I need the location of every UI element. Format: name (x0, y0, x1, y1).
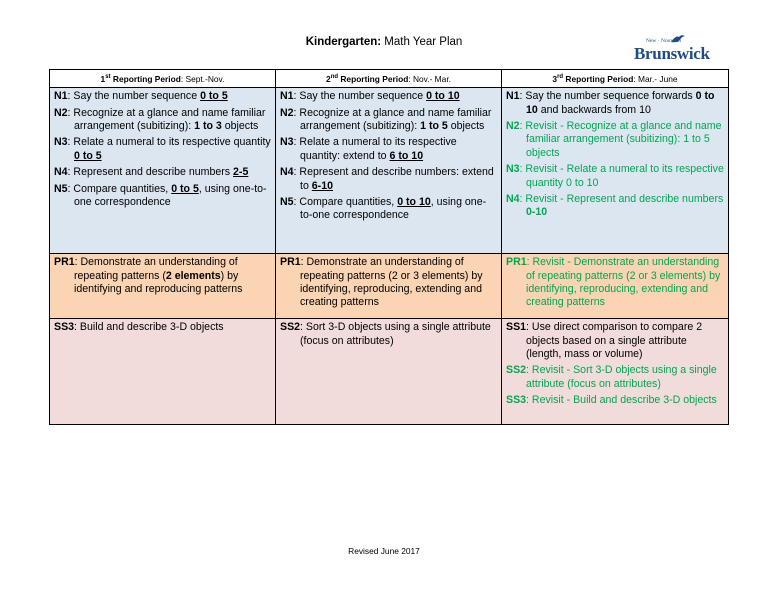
revisit-item: N3: Revisit - Relate a numeral to its respective quantity 0 to 10 (506, 163, 724, 189)
page-title-rest: Math Year Plan (381, 36, 463, 48)
outcome-item: N3: Relate a numeral to its respective quantity: extend to 6 to 10 (280, 136, 457, 162)
new-brunswick-logo (634, 38, 720, 64)
header-period-2: 2nd Reporting Period: Nov.- Mar. (276, 70, 502, 88)
outcome-item: N5: Compare quantities, 0 to 10, using one-to-one correspondence (280, 196, 487, 222)
outcome-item: PR1: Demonstrate an understanding of repeating patterns (2 elements) by identifying and reproducing patterns (54, 256, 243, 296)
outcome-item: N4: Represent and describe numbers 2-5 (54, 166, 249, 179)
number-cell-period-1 (50, 88, 276, 254)
shape-space-row (50, 319, 729, 425)
shape-space-cell-period-1 (50, 319, 276, 425)
number-cell-period-3 (502, 88, 729, 254)
shape-space-cell-period-3 (502, 319, 729, 425)
outcome-item: PR1: Demonstrate an understanding of repeating patterns (2 or 3 elements) by identifying, reproducing, extending and creating patterns (280, 256, 483, 309)
outcome-item: SS2: Sort 3-D objects using a single attribute (focus on attributes) (280, 321, 491, 347)
number-row (50, 88, 729, 254)
revisit-item: PR1: Revisit - Demonstrate an understanding of repeating patterns (2 or 3 elements) by identifying, reproducing, extending and creating patterns (506, 256, 721, 309)
outcome-item: N1: Say the number sequence 0 to 10 (280, 90, 460, 103)
outcome-item: N1: Say the number sequence 0 to 5 (54, 90, 228, 103)
revisit-item: SS3: Revisit - Build and describe 3-D objects (506, 394, 717, 407)
revisit-item: N4: Revisit - Represent and describe numbers 0-10 (506, 193, 724, 219)
shape-space-cell-period-2 (276, 319, 502, 425)
outcome-item: N3: Relate a numeral to its respective quantity 0 to 5 (54, 136, 271, 162)
math-year-plan-table (49, 69, 729, 425)
revisit-item: N2: Revisit - Recognize at a glance and name familiar arrangement (subitizing): 1 to 5 objects (506, 120, 722, 159)
patterns-cell-period-2 (276, 254, 502, 319)
outcome-item: N4: Represent and describe numbers: extend to 6-10 (280, 166, 494, 192)
outcome-item: SS3: Build and describe 3-D objects (54, 321, 224, 334)
outcome-item: SS1: Use direct comparison to compare 2 objects based on a single attribute (length, mass or volume) (506, 321, 703, 361)
outcome-item: N2: Recognize at a glance and name familiar arrangement (subitizing): 1 to 5 objects (280, 106, 492, 133)
patterns-row (50, 254, 729, 319)
logo-wordmark: Brunswick (634, 44, 710, 63)
revision-footer: Revised June 2017 (348, 546, 420, 556)
outcome-item: N2: Recognize at a glance and name familiar arrangement (subitizing): 1 to 3 objects (54, 106, 266, 133)
page-title-bold: Kindergarten: (305, 36, 382, 48)
header-period-1: 1st Reporting Period: Sept.-Nov. (50, 70, 276, 88)
revisit-item: SS2: Revisit - Sort 3-D objects using a single attribute (focus on attributes) (506, 364, 717, 390)
outcome-item: N5: Compare quantities, 0 to 5, using one-to-one correspondence (54, 182, 267, 209)
number-cell-period-2 (276, 88, 502, 254)
header-row (50, 70, 729, 88)
logo-small-text: New · Nouveau (646, 38, 681, 44)
patterns-cell-period-1 (50, 254, 276, 319)
patterns-cell-period-3 (502, 254, 729, 319)
header-period-3: 3rd Reporting Period: Mar.- June (502, 70, 729, 88)
outcome-item: N1: Say the number sequence forwards 0 to 10 and backwards from 10 (506, 90, 715, 116)
